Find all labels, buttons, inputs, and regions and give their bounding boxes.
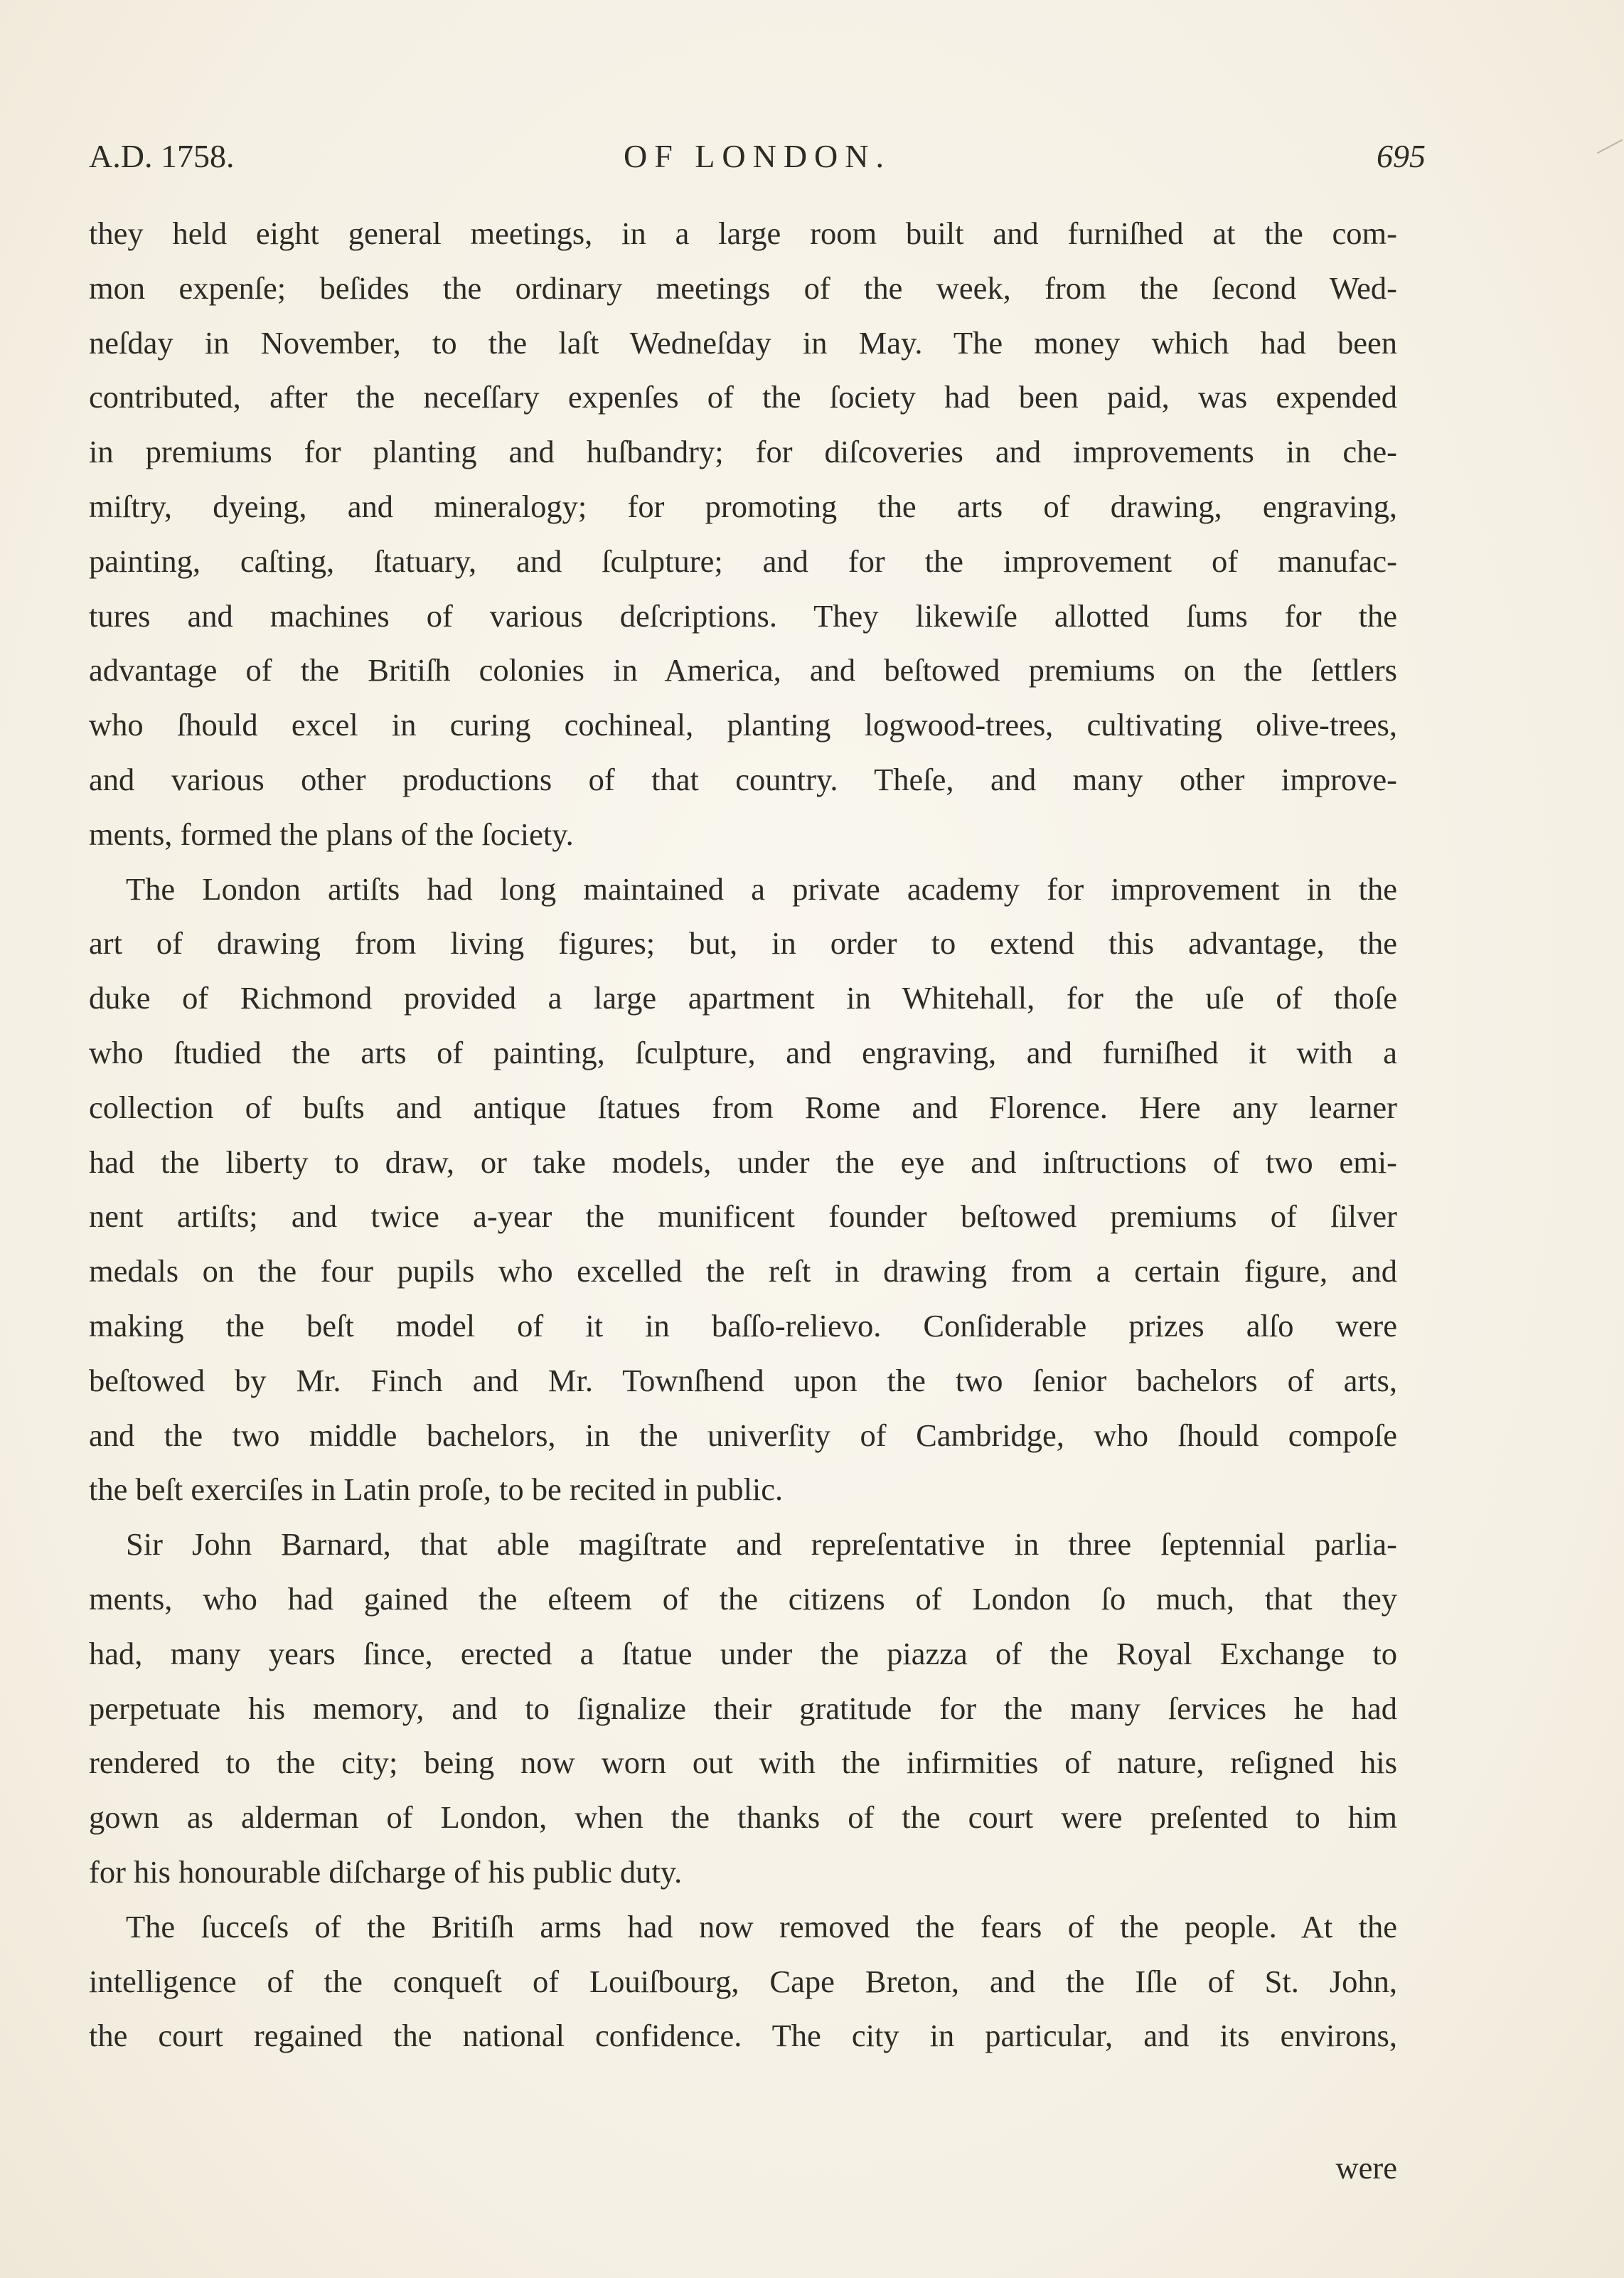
text-line: duke of Richmond provided a large apartment in Whitehall, for the uſe of thoſe bbox=[89, 980, 1397, 1016]
header-title: OF LONDON. bbox=[624, 138, 891, 174]
text-line: ments, formed the plans of the ſociety. bbox=[89, 816, 574, 852]
text-line: painting, caſting, ſtatuary, and ſculpture; and for the improvement of manufac- bbox=[89, 543, 1397, 579]
text-line: Sir John Barnard, that able magiſtrate and repreſentative in three ſeptennial parlia- bbox=[126, 1526, 1397, 1563]
text-line: the court regained the national confidence. The city in particular, and its environs, bbox=[89, 2018, 1397, 2054]
running-header bbox=[89, 128, 1426, 185]
text-line: advantage of the Britiſh colonies in America, and beſtowed premiums on the ſettlers bbox=[89, 652, 1397, 688]
text-line: making the beſt model of it in baſſo-relievo. Conſiderable prizes alſo were bbox=[89, 1307, 1397, 1343]
text-line: contributed, after the neceſſary expenſes of the ſociety had been paid, was expended bbox=[89, 379, 1397, 415]
text-line: and various other productions of that country. Theſe, and many other improve- bbox=[89, 761, 1397, 797]
text-line: miſtry, dyeing, and mineralogy; for promoting the arts of drawing, engraving, bbox=[89, 488, 1397, 524]
text-line: intelligence of the conqueſt of Louiſbourg, Cape Breton, and the Iſle of St. John, bbox=[89, 1963, 1397, 1999]
text-line: neſday in November, to the laſt Wedneſday in May. The money which had been bbox=[89, 324, 1397, 361]
text-line: they held eight general meetings, in a large room built and furniſhed at the com- bbox=[89, 215, 1397, 251]
text-line: had, many years ſince, erected a ſtatue under the piazza of the Royal Exchange to bbox=[89, 1635, 1397, 1671]
paragraph-academy bbox=[89, 862, 1397, 1518]
body-text bbox=[89, 206, 1397, 2063]
text-line: the beſt exerciſes in Latin proſe, to be recited in public. bbox=[89, 1471, 784, 1508]
text-line: and the two middle bachelors, in the univerſity of Cambridge, who ſhould compoſe bbox=[89, 1417, 1397, 1453]
text-line: rendered to the city; being now worn out with the infirmities of nature, reſigned his bbox=[89, 1745, 1397, 1781]
text-line: perpetuate his memory, and to ſignalize their gratitude for the many ſervices he had bbox=[89, 1690, 1397, 1726]
text-line: nent artiſts; and twice a-year the munificent founder beſtowed premiums of ſilver bbox=[89, 1198, 1397, 1235]
text-line: in premiums for planting and huſbandry; for diſcoveries and improvements in che- bbox=[89, 434, 1397, 470]
text-line: who ſtudied the arts of painting, ſculpture, and engraving, and furniſhed it with a bbox=[89, 1034, 1397, 1070]
page-number: 695 bbox=[1377, 138, 1426, 174]
header-year: A.D. 1758. bbox=[89, 138, 235, 174]
paragraph-barnard bbox=[89, 1517, 1397, 1900]
text-line: mon expenſe; beſides the ordinary meetings of the week, from the ſecond Wed- bbox=[89, 270, 1397, 306]
paragraph-society bbox=[89, 206, 1397, 862]
text-line: art of drawing from living figures; but, in order to extend this advantage, the bbox=[89, 925, 1397, 962]
text-line: medals on the four pupils who excelled the reſt in drawing from a certain figure, and bbox=[89, 1253, 1397, 1289]
text-line: The ſucceſs of the Britiſh arms had now removed the fears of the people. At the bbox=[126, 1908, 1397, 1944]
text-line: for his honourable diſcharge of his public duty. bbox=[89, 1853, 683, 1890]
text-line: tures and machines of various deſcriptions. They likewiſe allotted ſums for the bbox=[89, 597, 1397, 634]
text-line: The London artiſts had long maintained a private academy for improvement in the bbox=[126, 871, 1397, 907]
text-line: gown as alderman of London, when the thanks of the court were preſented to him bbox=[89, 1799, 1397, 1836]
text-line: beſtowed by Mr. Finch and Mr. Townſhend upon the two ſenior bachelors of arts, bbox=[89, 1362, 1397, 1398]
paragraph-british-arms bbox=[89, 1900, 1397, 2063]
text-line: collection of buſts and antique ſtatues from Rome and Florence. Here any learner bbox=[89, 1089, 1397, 1125]
text-line: ments, who had gained the eſteem of the citizens of London ſo much, that they bbox=[89, 1580, 1397, 1617]
page-edge-mark bbox=[1597, 139, 1623, 154]
text-line: who ſhould excel in curing cochineal, planting logwood-trees, cultivating olive-trees, bbox=[89, 707, 1397, 743]
text-line: had the liberty to draw, or take models, under the eye and inſtructions of two emi- bbox=[89, 1144, 1397, 1180]
catchword: were bbox=[1335, 2150, 1397, 2186]
